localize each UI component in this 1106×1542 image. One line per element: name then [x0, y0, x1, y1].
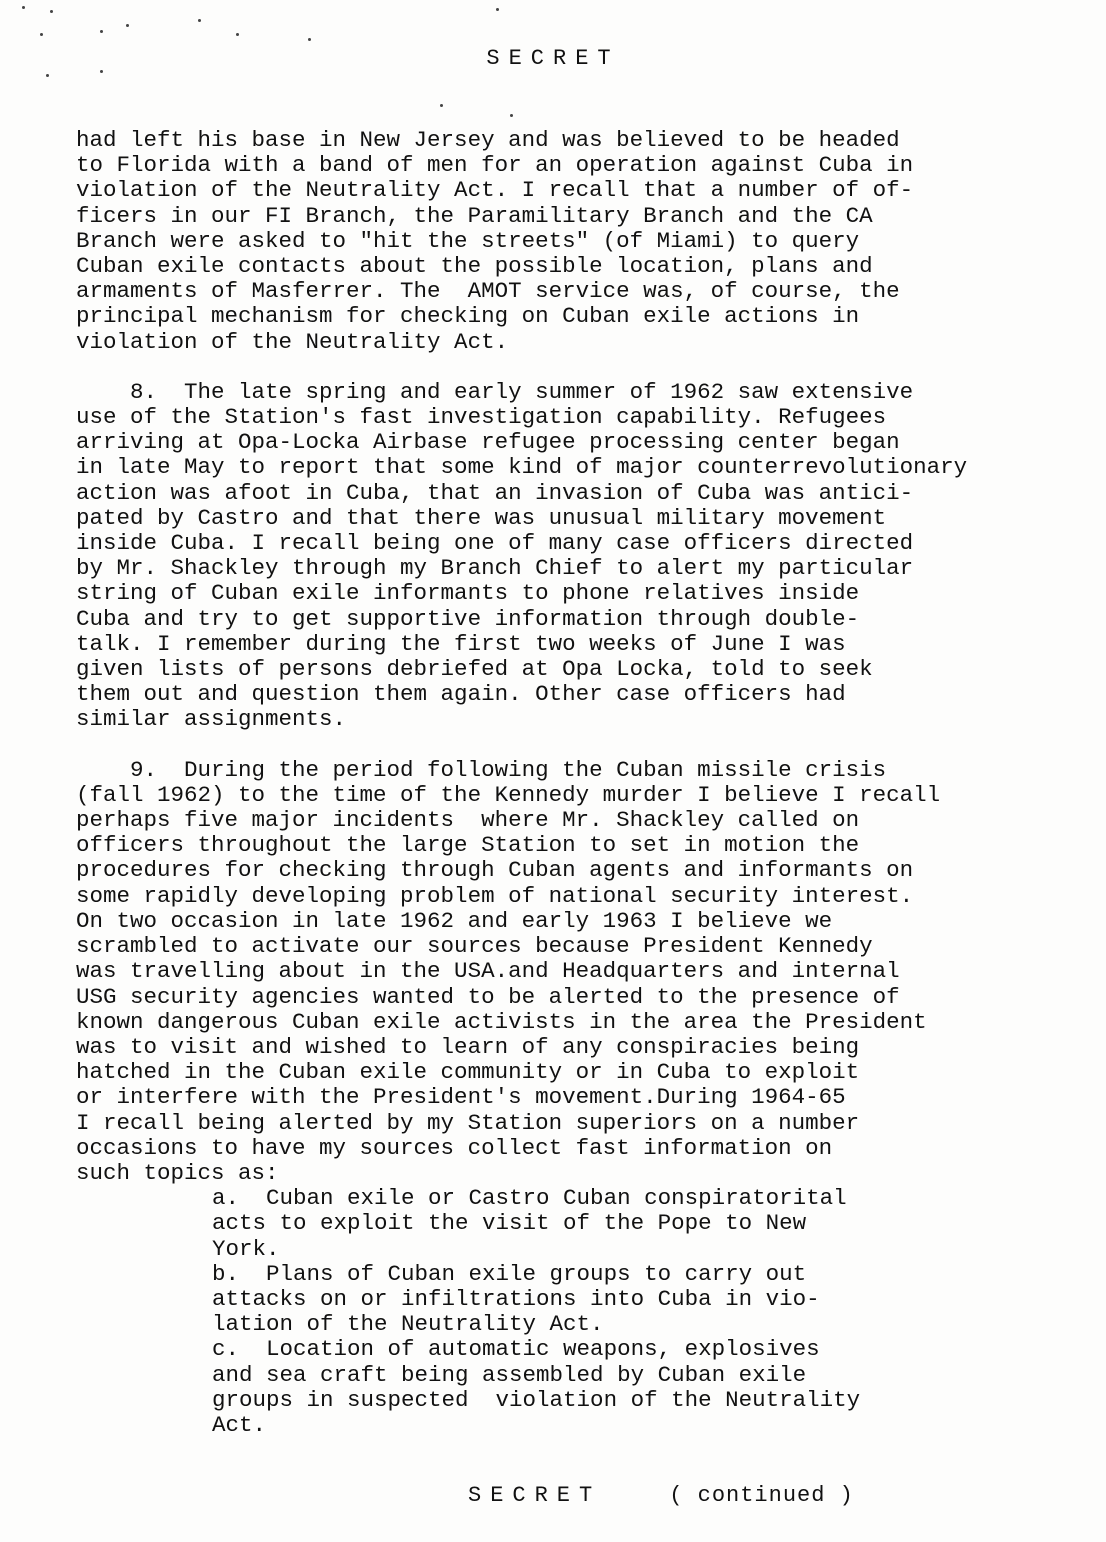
- text-line: armaments of Masferrer. The AMOT service was, of course, the: [76, 278, 900, 305]
- text-line: them out and question them again. Other case officers had: [76, 681, 846, 708]
- list-item: groups in suspected violation of the Neutrality: [212, 1386, 861, 1413]
- text-line: in late May to report that some kind of major counterrevolutionary: [76, 454, 968, 481]
- text-line: ficers in our FI Branch, the Paramilitary Branch and the CA: [76, 202, 873, 229]
- text-line: occasions to have my sources collect fast information on: [76, 1134, 833, 1161]
- text-line: Cuban exile contacts about the possible location, plans and: [76, 253, 873, 280]
- text-line: by Mr. Shackley through my Branch Chief to alert my particular: [76, 555, 914, 582]
- text-line: known dangerous Cuban exile activists in the area the President: [76, 1008, 927, 1035]
- text-line: violation of the Neutrality Act. I recall that a number of of-: [76, 177, 914, 204]
- text-line: 9. During the period following the Cuban missile crisis: [76, 756, 887, 783]
- paragraph-continuation: [76, 128, 1076, 355]
- text-line: some rapidly developing problem of national security interest.: [76, 882, 914, 909]
- scan-speck: [46, 74, 49, 77]
- footer-classification: SECRET: [468, 1483, 602, 1508]
- scan-speck: [510, 114, 513, 117]
- list-item: York.: [212, 1235, 280, 1262]
- text-line: scrambled to activate our sources because President Kennedy: [76, 933, 873, 960]
- scan-speck: [126, 24, 129, 27]
- list-item: and sea craft being assembled by Cuban exile: [212, 1361, 807, 1388]
- scan-speck: [100, 30, 103, 33]
- text-line: 8. The late spring and early summer of 1962 saw extensive: [76, 378, 914, 405]
- text-line: action was afoot in Cuba, that an invasion of Cuba was antici-: [76, 479, 914, 506]
- list-item: acts to exploit the visit of the Pope to New: [212, 1210, 807, 1237]
- list-item: lation of the Neutrality Act.: [212, 1311, 604, 1338]
- text-line: perhaps five major incidents where Mr. Shackley called on: [76, 807, 860, 834]
- text-line: string of Cuban exile informants to phone relatives inside: [76, 580, 860, 607]
- text-line: principal mechanism for checking on Cuban exile actions in: [76, 303, 860, 330]
- text-line: inside Cuba. I recall being one of many case officers directed: [76, 530, 914, 557]
- scan-speck: [440, 104, 443, 107]
- scan-speck: [496, 8, 499, 11]
- text-line: was to visit and wished to learn of any conspiracies being: [76, 1033, 860, 1060]
- scan-speck: [236, 33, 239, 36]
- scan-speck: [100, 70, 103, 73]
- text-line: or interfere with the President's movement.During 1964-65: [76, 1084, 846, 1111]
- topic-list: [76, 1186, 1076, 1438]
- text-line: Cuba and try to get supportive information through double-: [76, 605, 860, 632]
- text-line: pated by Castro and that there was unusual military movement: [76, 504, 887, 531]
- footer: [468, 1483, 854, 1508]
- text-line: given lists of persons debriefed at Opa Locka, told to seek: [76, 656, 873, 683]
- text-line: officers throughout the large Station to set in motion the: [76, 832, 860, 859]
- text-line: Branch were asked to "hit the streets" (of Miami) to query: [76, 227, 860, 254]
- text-line: talk. I remember during the first two weeks of June I was: [76, 630, 846, 657]
- header-classification: SECRET: [486, 46, 620, 71]
- scan-speck: [308, 38, 311, 41]
- text-line: On two occasion in late 1962 and early 1963 I believe we: [76, 907, 833, 934]
- document-body: [76, 128, 1076, 1463]
- continued-note: ( continued ): [669, 1483, 854, 1508]
- list-item: Act.: [212, 1411, 267, 1438]
- text-line: (fall 1962) to the time of the Kennedy murder I believe I recall: [76, 781, 941, 808]
- scan-speck: [22, 6, 25, 9]
- text-line: I recall being alerted by my Station superiors on a number: [76, 1109, 860, 1136]
- list-item: c. Location of automatic weapons, explosives: [212, 1336, 820, 1363]
- text-line: was travelling about in the USA.and Headquarters and internal: [76, 958, 900, 985]
- paragraph-8: [76, 380, 1076, 733]
- text-line: USG security agencies wanted to be alerted to the presence of: [76, 983, 900, 1010]
- text-line: to Florida with a band of men for an operation against Cuba in: [76, 152, 914, 179]
- text-line: arriving at Opa-Locka Airbase refugee processing center began: [76, 429, 900, 456]
- text-line: use of the Station's fast investigation capability. Refugees: [76, 404, 887, 431]
- list-item: b. Plans of Cuban exile groups to carry out: [212, 1260, 807, 1287]
- scan-speck: [198, 19, 201, 22]
- text-line: hatched in the Cuban exile community or in Cuba to exploit: [76, 1059, 860, 1086]
- list-item: attacks on or infiltrations into Cuba in vio-: [212, 1285, 820, 1312]
- text-line: had left his base in New Jersey and was believed to be headed: [76, 127, 900, 153]
- text-line: violation of the Neutrality Act.: [76, 328, 509, 355]
- scan-speck: [50, 10, 53, 13]
- text-line: procedures for checking through Cuban agents and informants on: [76, 857, 914, 884]
- list-item: a. Cuban exile or Castro Cuban conspiratorital: [212, 1185, 847, 1212]
- text-line: similar assignments.: [76, 706, 347, 733]
- text-line: such topics as:: [76, 1159, 279, 1186]
- paragraph-9: [76, 758, 1076, 1438]
- scan-speck: [40, 33, 43, 36]
